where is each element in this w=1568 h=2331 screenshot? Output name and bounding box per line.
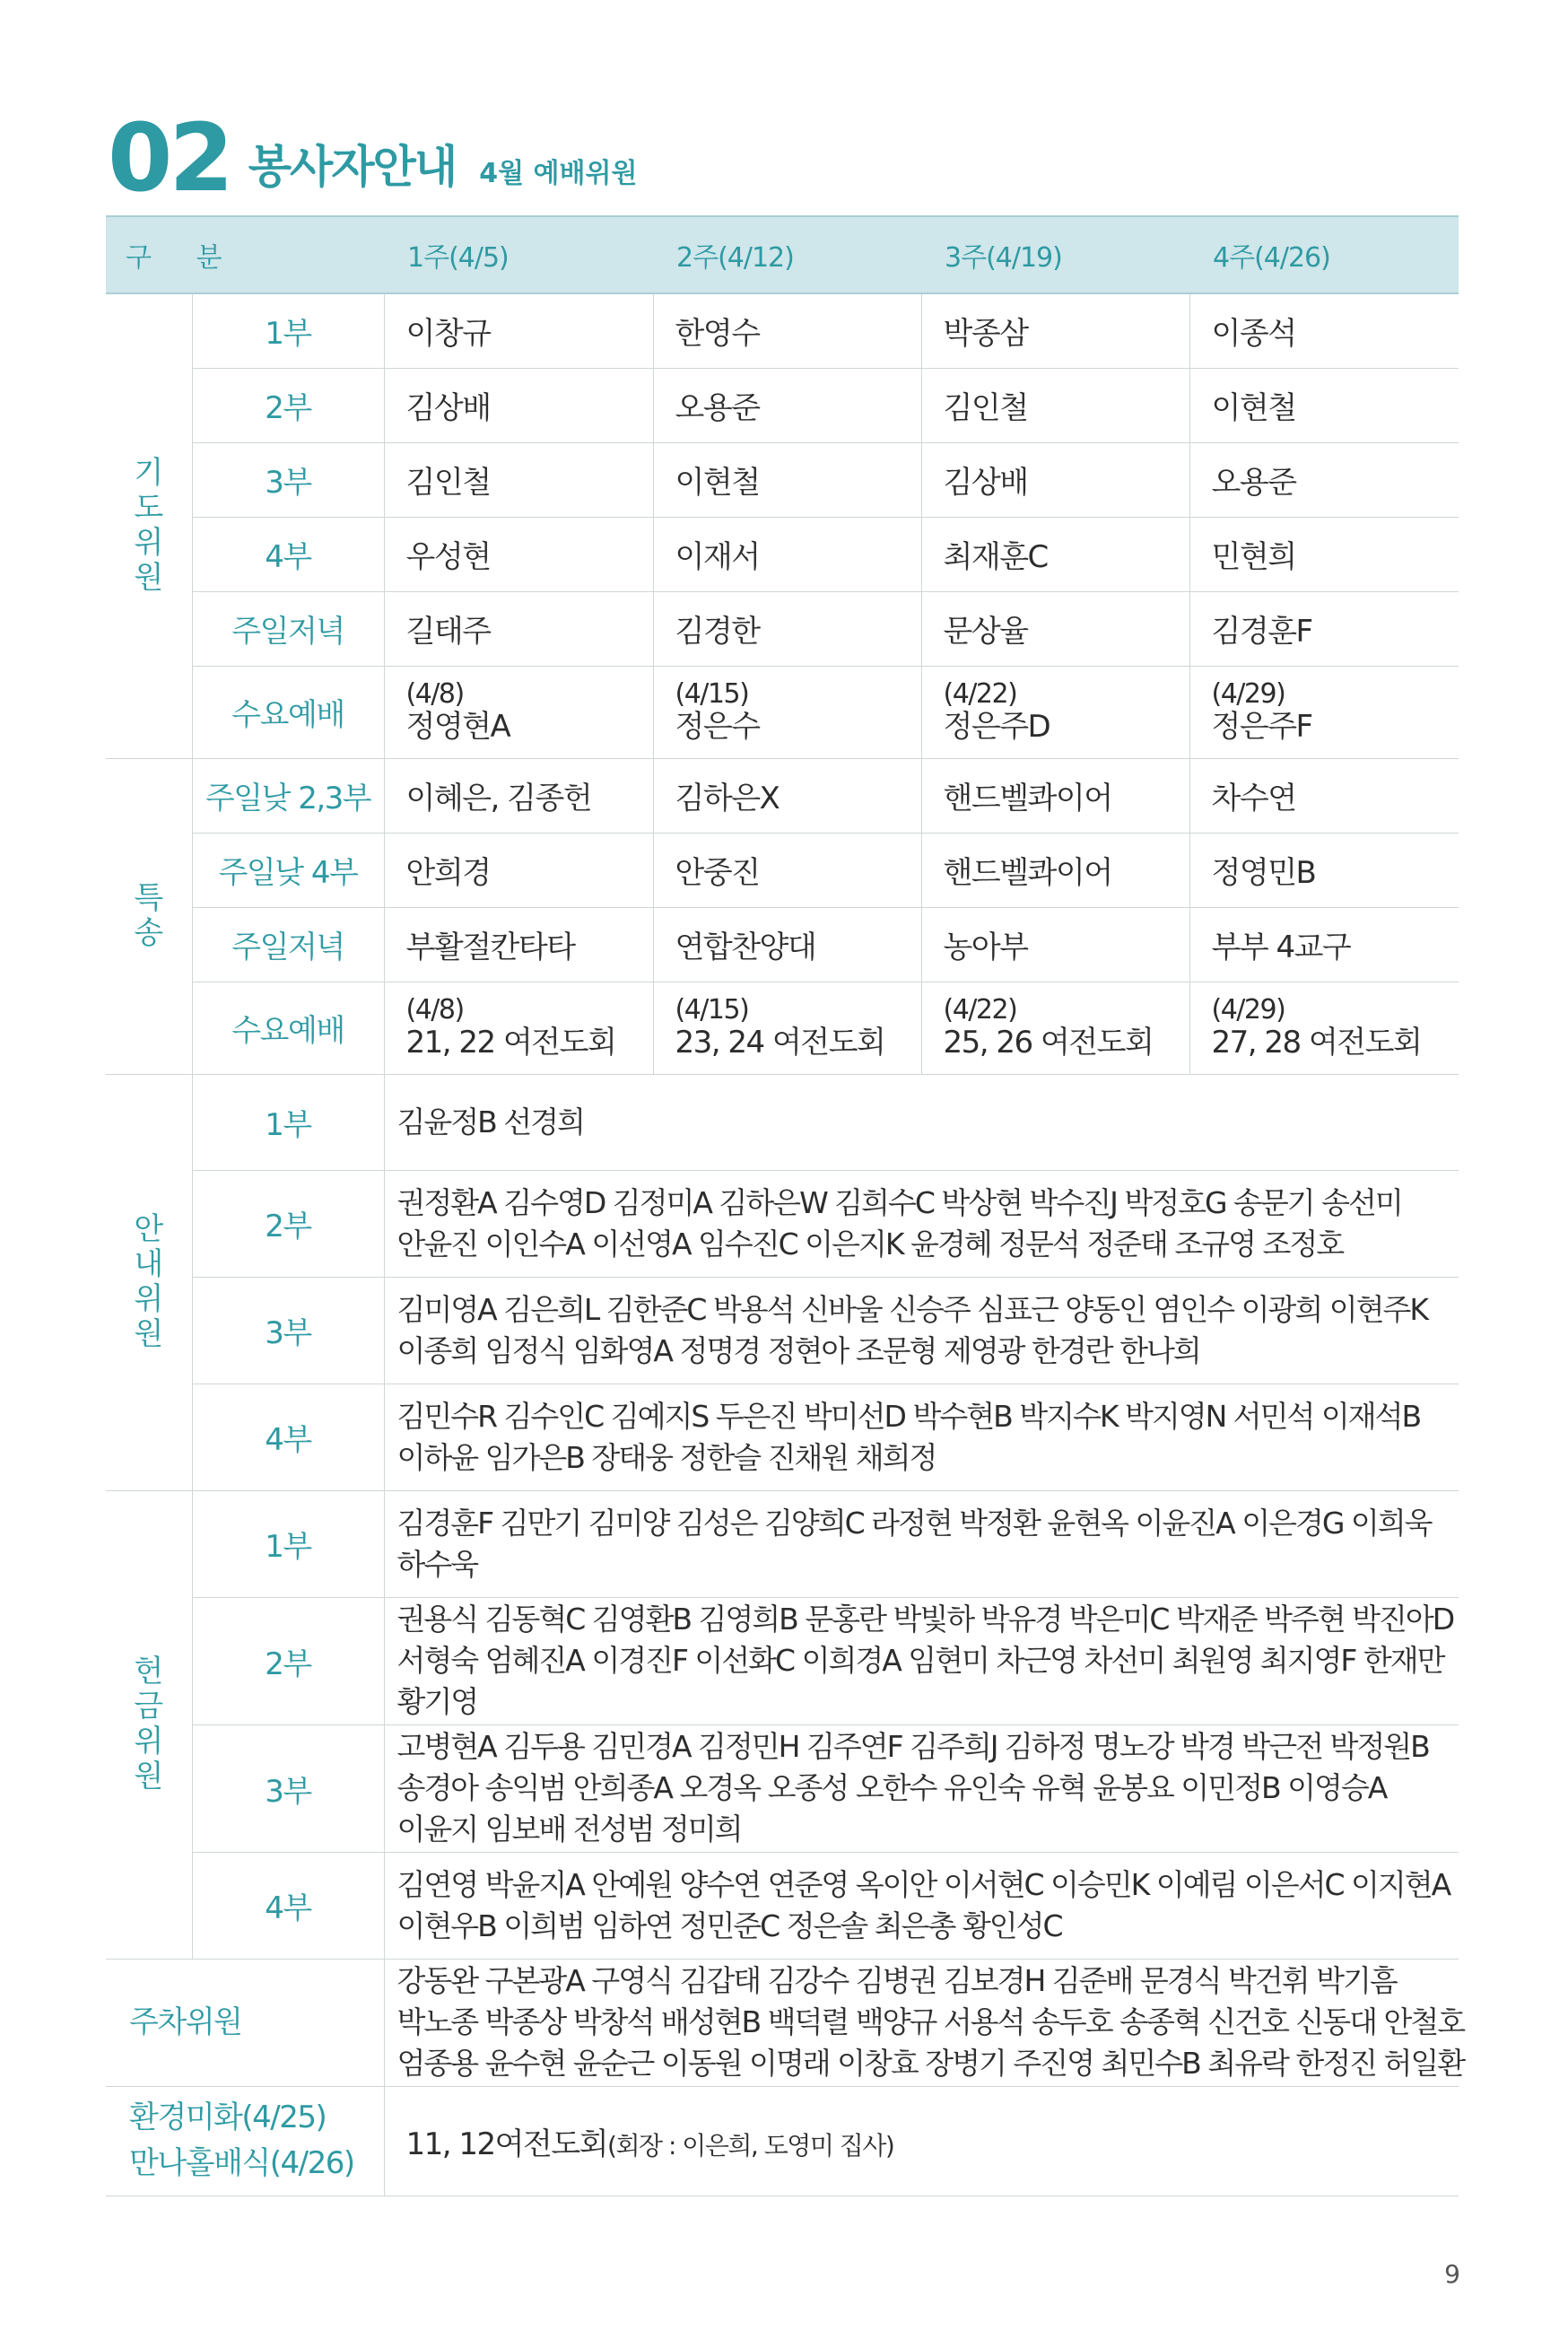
- table-row: [106, 1490, 1459, 1597]
- row-label: 3부: [192, 1277, 384, 1384]
- table-cell: 농아부: [921, 907, 1189, 982]
- table-cell: 이현철: [653, 442, 921, 517]
- table-cell: 최재훈C: [921, 517, 1189, 591]
- table-cell: 김하은X: [653, 758, 921, 833]
- table-cell: 문상율: [921, 591, 1189, 666]
- row-label: 주일낮 2,3부: [192, 758, 384, 833]
- table-row: [106, 1724, 1459, 1852]
- row-label: 주일낮 4부: [192, 833, 384, 907]
- section-subtitle: 4월 예배위원: [479, 158, 638, 189]
- row-label: 4부: [192, 1384, 384, 1490]
- table-cell: (4/22) 25, 26 여전도회: [921, 982, 1189, 1074]
- table-cell: 핸드벨콰이어: [921, 758, 1189, 833]
- section-number: 02: [108, 103, 231, 213]
- row-label: 3부: [192, 1724, 384, 1852]
- table-row: [106, 517, 1459, 591]
- table-row: [106, 1074, 1459, 1170]
- col-header-week2: 2주(4/12): [653, 216, 921, 293]
- row-label: 2부: [192, 1597, 384, 1724]
- name-list: 김미영A 김은희L 김한준C 박용석 신바울 신승주 심표근 양동인 염인수 이광희 이현주K 이종희 임정식 임화영A 정명경 정현아 조문형 제영광 한경란 한나희: [384, 1277, 1459, 1384]
- table-row: [106, 666, 1459, 758]
- table-cell: (4/29) 정은주F: [1189, 666, 1459, 758]
- section-title: 봉사자안내: [248, 141, 457, 193]
- table-row: [106, 833, 1459, 907]
- table-row: [106, 368, 1459, 442]
- table-cell: 부부 4교구: [1189, 907, 1459, 982]
- table-cell: 민현희: [1189, 517, 1459, 591]
- row-label: 1부: [192, 1074, 384, 1170]
- table-cell: 김상배: [921, 442, 1189, 517]
- group-offering: 헌 금 위 원: [106, 1490, 192, 1959]
- table-row: [106, 2086, 1459, 2196]
- table-cell: (4/8) 21, 22 여전도회: [384, 982, 653, 1074]
- name-list: 권용식 김동혁C 김영환B 김영희B 문홍란 박빛하 박유경 박은미C 박재준 박주현 박진아D 서형숙 엄혜진A 이경진F 이선화C 이희경A 임현미 차근영 차선미 최원영 최지영F 한재만 황기영: [384, 1597, 1459, 1724]
- col-header-week3: 3주(4/19): [921, 216, 1189, 293]
- row-label: 주일저녁: [192, 907, 384, 982]
- table-cell: (4/15) 23, 24 여전도회: [653, 982, 921, 1074]
- table-row: [106, 1170, 1459, 1277]
- table-cell: 안중진: [653, 833, 921, 907]
- row-label: 4부: [192, 517, 384, 591]
- row-label: 주일저녁: [192, 591, 384, 666]
- name-list: 김경훈F 김만기 김미양 김성은 김양희C 라정현 박정환 윤현옥 이윤진A 이은경G 이희욱 하수욱: [384, 1490, 1459, 1597]
- table-cell: (4/22) 정은주D: [921, 666, 1189, 758]
- group-special-song: 특 송: [106, 758, 192, 1074]
- table-cell: 김경한: [653, 591, 921, 666]
- table-cell: (4/15) 정은수: [653, 666, 921, 758]
- table-cell: (4/29) 27, 28 여전도회: [1189, 982, 1459, 1074]
- env-value: 11, 12여전도회(회장 : 이은희, 도영미 집사): [384, 2086, 1459, 2196]
- table-cell: 이혜은, 김종헌: [384, 758, 653, 833]
- table-cell: 이재서: [653, 517, 921, 591]
- table-cell: 박종삼: [921, 293, 1189, 368]
- row-label: 4부: [192, 1852, 384, 1959]
- parking-label: 주차위원: [106, 1959, 384, 2086]
- table-cell: 김경훈F: [1189, 591, 1459, 666]
- table-cell: 길태주: [384, 591, 653, 666]
- row-label: 2부: [192, 368, 384, 442]
- name-list: 김윤정B 선경희: [384, 1074, 1459, 1170]
- name-list: 고병현A 김두용 김민경A 김정민H 김주연F 김주희J 김하정 명노강 박경 박근전 박정원B 송경아 송익범 안희종A 오경옥 오종성 오한수 유인숙 유혁 윤봉요 이민정B 이영승A 이윤지 임보배 전성범 정미희: [384, 1724, 1459, 1852]
- volunteer-table: [106, 215, 1465, 2196]
- col-header-gubun: 구 분: [106, 216, 384, 293]
- table-row: [106, 982, 1459, 1074]
- col-header-week4: 4주(4/26): [1189, 216, 1459, 293]
- table-cell: 부활절칸타타: [384, 907, 653, 982]
- table-cell: 연합찬양대: [653, 907, 921, 982]
- table-row: [106, 293, 1459, 368]
- row-label: 3부: [192, 442, 384, 517]
- name-list: 권정환A 김수영D 김정미A 김하은W 김희수C 박상현 박수진J 박정호G 송문기 송선미 안윤진 이인수A 이선영A 임수진C 이은지K 윤경혜 정문석 정준태 조규영 조정호: [384, 1170, 1459, 1277]
- table-cell: 오용준: [653, 368, 921, 442]
- table-cell: 한영수: [653, 293, 921, 368]
- row-label: 2부: [192, 1170, 384, 1277]
- row-label: 1부: [192, 293, 384, 368]
- table-row: [106, 1384, 1459, 1490]
- table-cell: 김상배: [384, 368, 653, 442]
- section-header: [108, 103, 638, 213]
- table-row: [106, 907, 1459, 982]
- table-row: [106, 1852, 1459, 1959]
- table-cell: 안희경: [384, 833, 653, 907]
- table-cell: 차수연: [1189, 758, 1459, 833]
- table-row: [106, 1277, 1459, 1384]
- col-header-week1: 1주(4/5): [384, 216, 653, 293]
- table-row: [106, 442, 1459, 517]
- table-cell: 김인철: [921, 368, 1189, 442]
- table-row: [106, 1597, 1459, 1724]
- group-guide: 안 내 위 원: [106, 1074, 192, 1490]
- table-row: [106, 1959, 1459, 2086]
- table-cell: 우성현: [384, 517, 653, 591]
- table-cell: 오용준: [1189, 442, 1459, 517]
- table-row: [106, 591, 1459, 666]
- table-cell: 핸드벨콰이어: [921, 833, 1189, 907]
- table-cell: (4/8) 정영현A: [384, 666, 653, 758]
- name-list: 김민수R 김수인C 김예지S 두은진 박미선D 박수현B 박지수K 박지영N 서민석 이재석B 이하윤 임가은B 장태웅 정한슬 진채원 채희정: [384, 1384, 1459, 1490]
- name-list: 김연영 박윤지A 안예원 양수연 연준영 옥이안 이서현C 이승민K 이예림 이은서C 이지현A 이현우B 이희범 임하연 정민준C 정은솔 최은총 황인성C: [384, 1852, 1459, 1959]
- table-cell: 이창규: [384, 293, 653, 368]
- row-label: 수요예배: [192, 982, 384, 1074]
- header-row: [106, 216, 1459, 293]
- table-cell: 정영민B: [1189, 833, 1459, 907]
- table-cell: 김인철: [384, 442, 653, 517]
- row-label: 1부: [192, 1490, 384, 1597]
- table-row: [106, 758, 1459, 833]
- page-number: 9: [1444, 2259, 1460, 2289]
- table-cell: 이현철: [1189, 368, 1459, 442]
- group-prayer: 기 도 위 원: [106, 293, 192, 758]
- name-list: 강동완 구본광A 구영식 김갑태 김강수 김병권 김보경H 김준배 문경식 박건휘 박기흠 박노종 박종상 박창석 배성현B 백덕렬 백양규 서용석 송두호 송종혁 신건호 신동대 안철호 엄종용 윤수현 윤순근 이동원 이명래 이창효 장병기 주진영 최민수B 최유락 한정진 허일환: [384, 1959, 1459, 2086]
- table-cell: 이종석: [1189, 293, 1459, 368]
- env-label: 환경미화(4/25) 만나홀배식(4/26): [106, 2086, 384, 2196]
- row-label: 수요예배: [192, 666, 384, 758]
